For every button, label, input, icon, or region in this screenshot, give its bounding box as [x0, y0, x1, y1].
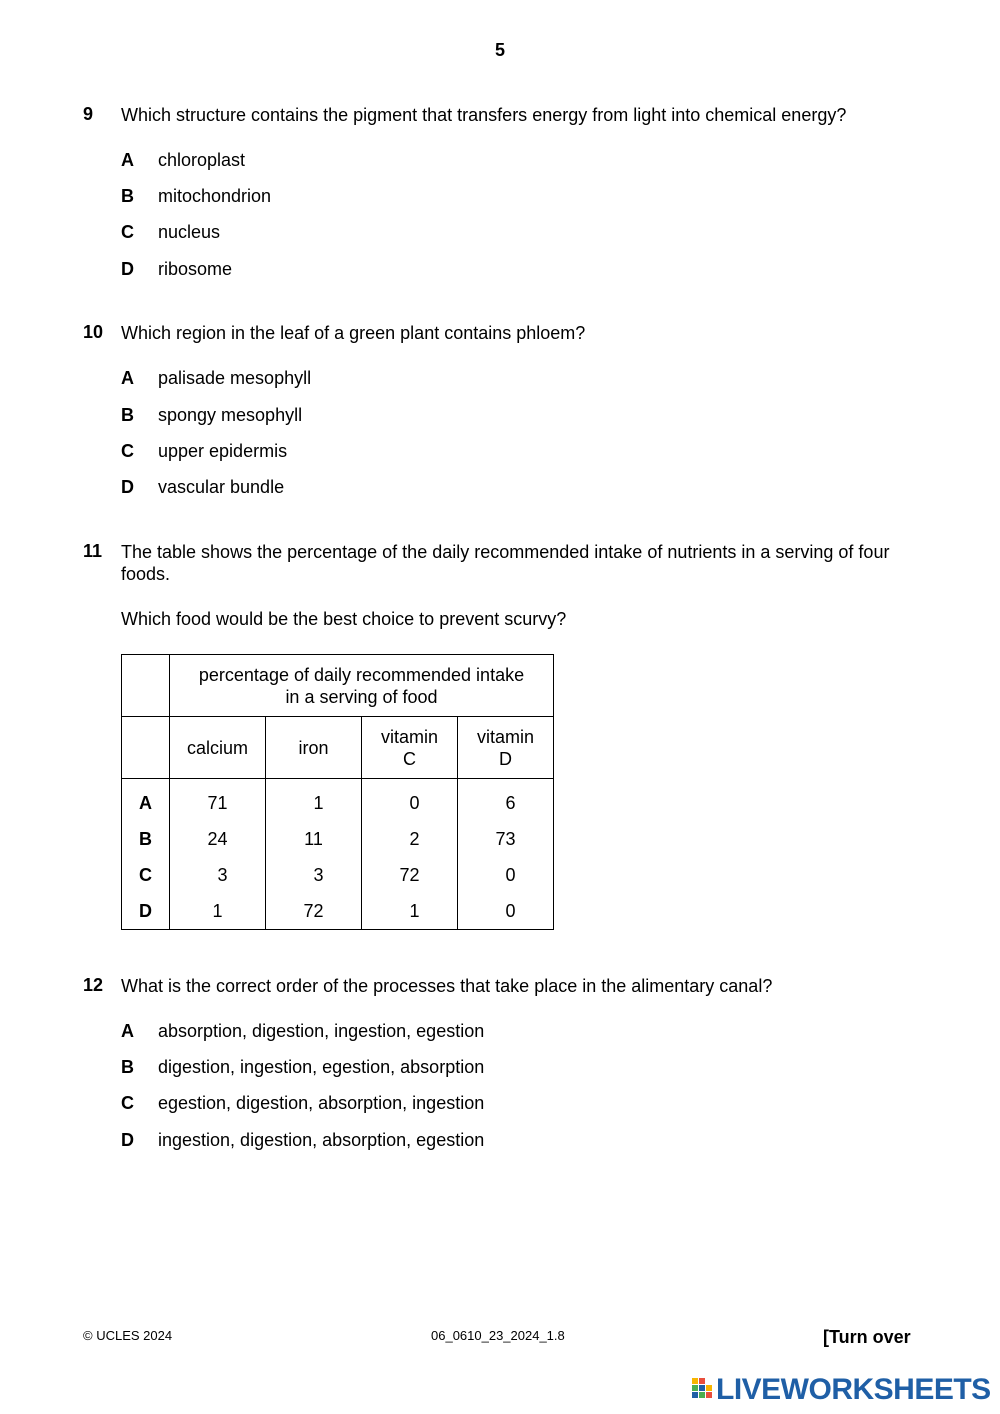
table-cell: 3: [266, 857, 362, 893]
table-cell: 0: [458, 857, 554, 893]
column-header-vitamin-d: vitamin D: [458, 717, 554, 779]
option-b[interactable]: [121, 185, 271, 207]
row-letter: D: [122, 893, 170, 930]
option-letter: D: [121, 259, 134, 279]
turn-over-label: [Turn over: [823, 1327, 911, 1347]
option-letter: A: [121, 150, 134, 170]
table-cell: 0: [458, 893, 554, 930]
option-c[interactable]: [121, 221, 220, 243]
question-text: Which structure contains the pigment that transfers energy from light into chemical energy?: [121, 105, 847, 125]
table-cell: 6: [458, 779, 554, 822]
option-letter: A: [121, 368, 134, 388]
option-letter: D: [121, 477, 134, 497]
table-corner-cell: [122, 717, 170, 779]
question-number: 10: [83, 322, 104, 342]
option-text: vascular bundle: [158, 477, 285, 497]
option-text: egestion, digestion, absorption, ingestion: [158, 1093, 485, 1113]
liveworksheets-brand[interactable]: [692, 1373, 991, 1407]
table-row: [122, 821, 554, 857]
table-cell: 72: [266, 893, 362, 930]
option-d[interactable]: [121, 1129, 484, 1151]
nutrient-table: [121, 654, 554, 930]
paper-code: 06_0610_23_2024_1.8: [431, 1328, 565, 1343]
table-row: [122, 779, 554, 822]
table-cell: 72: [362, 857, 458, 893]
option-b[interactable]: [121, 404, 302, 426]
table-cell: 1: [266, 779, 362, 822]
brand-name: LIVEWORKSHEETS: [716, 1373, 991, 1406]
table-header-row: [122, 655, 554, 717]
option-text: upper epidermis: [158, 441, 288, 461]
option-letter: C: [121, 1093, 134, 1113]
option-text: palisade mesophyll: [158, 368, 312, 388]
option-letter: B: [121, 1057, 134, 1077]
option-c[interactable]: [121, 440, 287, 462]
row-letter: C: [122, 857, 170, 893]
option-text: nucleus: [158, 222, 221, 242]
copyright-notice: © UCLES 2024: [83, 1328, 173, 1343]
question-number: 9: [83, 104, 94, 124]
option-letter: B: [121, 405, 134, 425]
table-cell: 1: [362, 893, 458, 930]
option-text: mitochondrion: [158, 186, 272, 206]
table-cell: 73: [458, 821, 554, 857]
question-number: 12: [83, 975, 104, 995]
table-cell: 2: [362, 821, 458, 857]
table-row: [122, 893, 554, 930]
column-header-vitamin-c: vitamin C: [362, 717, 458, 779]
row-letter: A: [122, 779, 170, 822]
question-text: What is the correct order of the processes that take place in the alimentary canal?: [121, 976, 773, 996]
option-a[interactable]: [121, 367, 311, 389]
option-letter: D: [121, 1130, 134, 1150]
page-number: 5: [494, 40, 505, 60]
option-d[interactable]: [121, 476, 284, 498]
option-b[interactable]: [121, 1056, 484, 1078]
column-header-calcium: calcium: [170, 717, 266, 779]
table-group-header: [170, 655, 554, 717]
table-cell: 0: [362, 779, 458, 822]
question-text: Which region in the leaf of a green plant contains phloem?: [121, 323, 586, 343]
option-letter: C: [121, 222, 134, 242]
option-letter: A: [121, 1021, 134, 1041]
option-letter: B: [121, 186, 134, 206]
option-d[interactable]: [121, 258, 232, 280]
option-c[interactable]: [121, 1092, 484, 1114]
option-text: chloroplast: [158, 150, 246, 170]
table-cell: 3: [170, 857, 266, 893]
question-prompt: Which food would be the best choice to prevent scurvy?: [121, 609, 567, 629]
table-corner-cell: [122, 655, 170, 717]
table-cell: 1: [170, 893, 266, 930]
table-cell: 11: [266, 821, 362, 857]
option-letter: C: [121, 441, 134, 461]
row-letter: B: [122, 821, 170, 857]
column-header-iron: iron: [266, 717, 362, 779]
question-number: 11: [83, 541, 103, 561]
option-text: ribosome: [158, 259, 233, 279]
group-header-line-1: percentage of daily recommended intake: [198, 664, 525, 685]
table-cell: 71: [170, 779, 266, 822]
question-text: The table shows the percentage of the daily recommended intake of nutrients in a serving of four foods.: [121, 542, 890, 584]
option-text: ingestion, digestion, absorption, egestion: [158, 1130, 485, 1150]
option-text: absorption, digestion, ingestion, egestion: [158, 1021, 485, 1041]
option-text: digestion, ingestion, egestion, absorption: [158, 1057, 485, 1077]
option-a[interactable]: [121, 1020, 484, 1042]
option-a[interactable]: [121, 149, 245, 171]
table-row: [122, 857, 554, 893]
liveworksheets-logo-icon: [692, 1378, 714, 1402]
group-header-line-2: in a serving of food: [285, 686, 438, 707]
option-text: spongy mesophyll: [158, 405, 303, 425]
table-cell: 24: [170, 821, 266, 857]
table-column-header-row: [122, 717, 554, 779]
